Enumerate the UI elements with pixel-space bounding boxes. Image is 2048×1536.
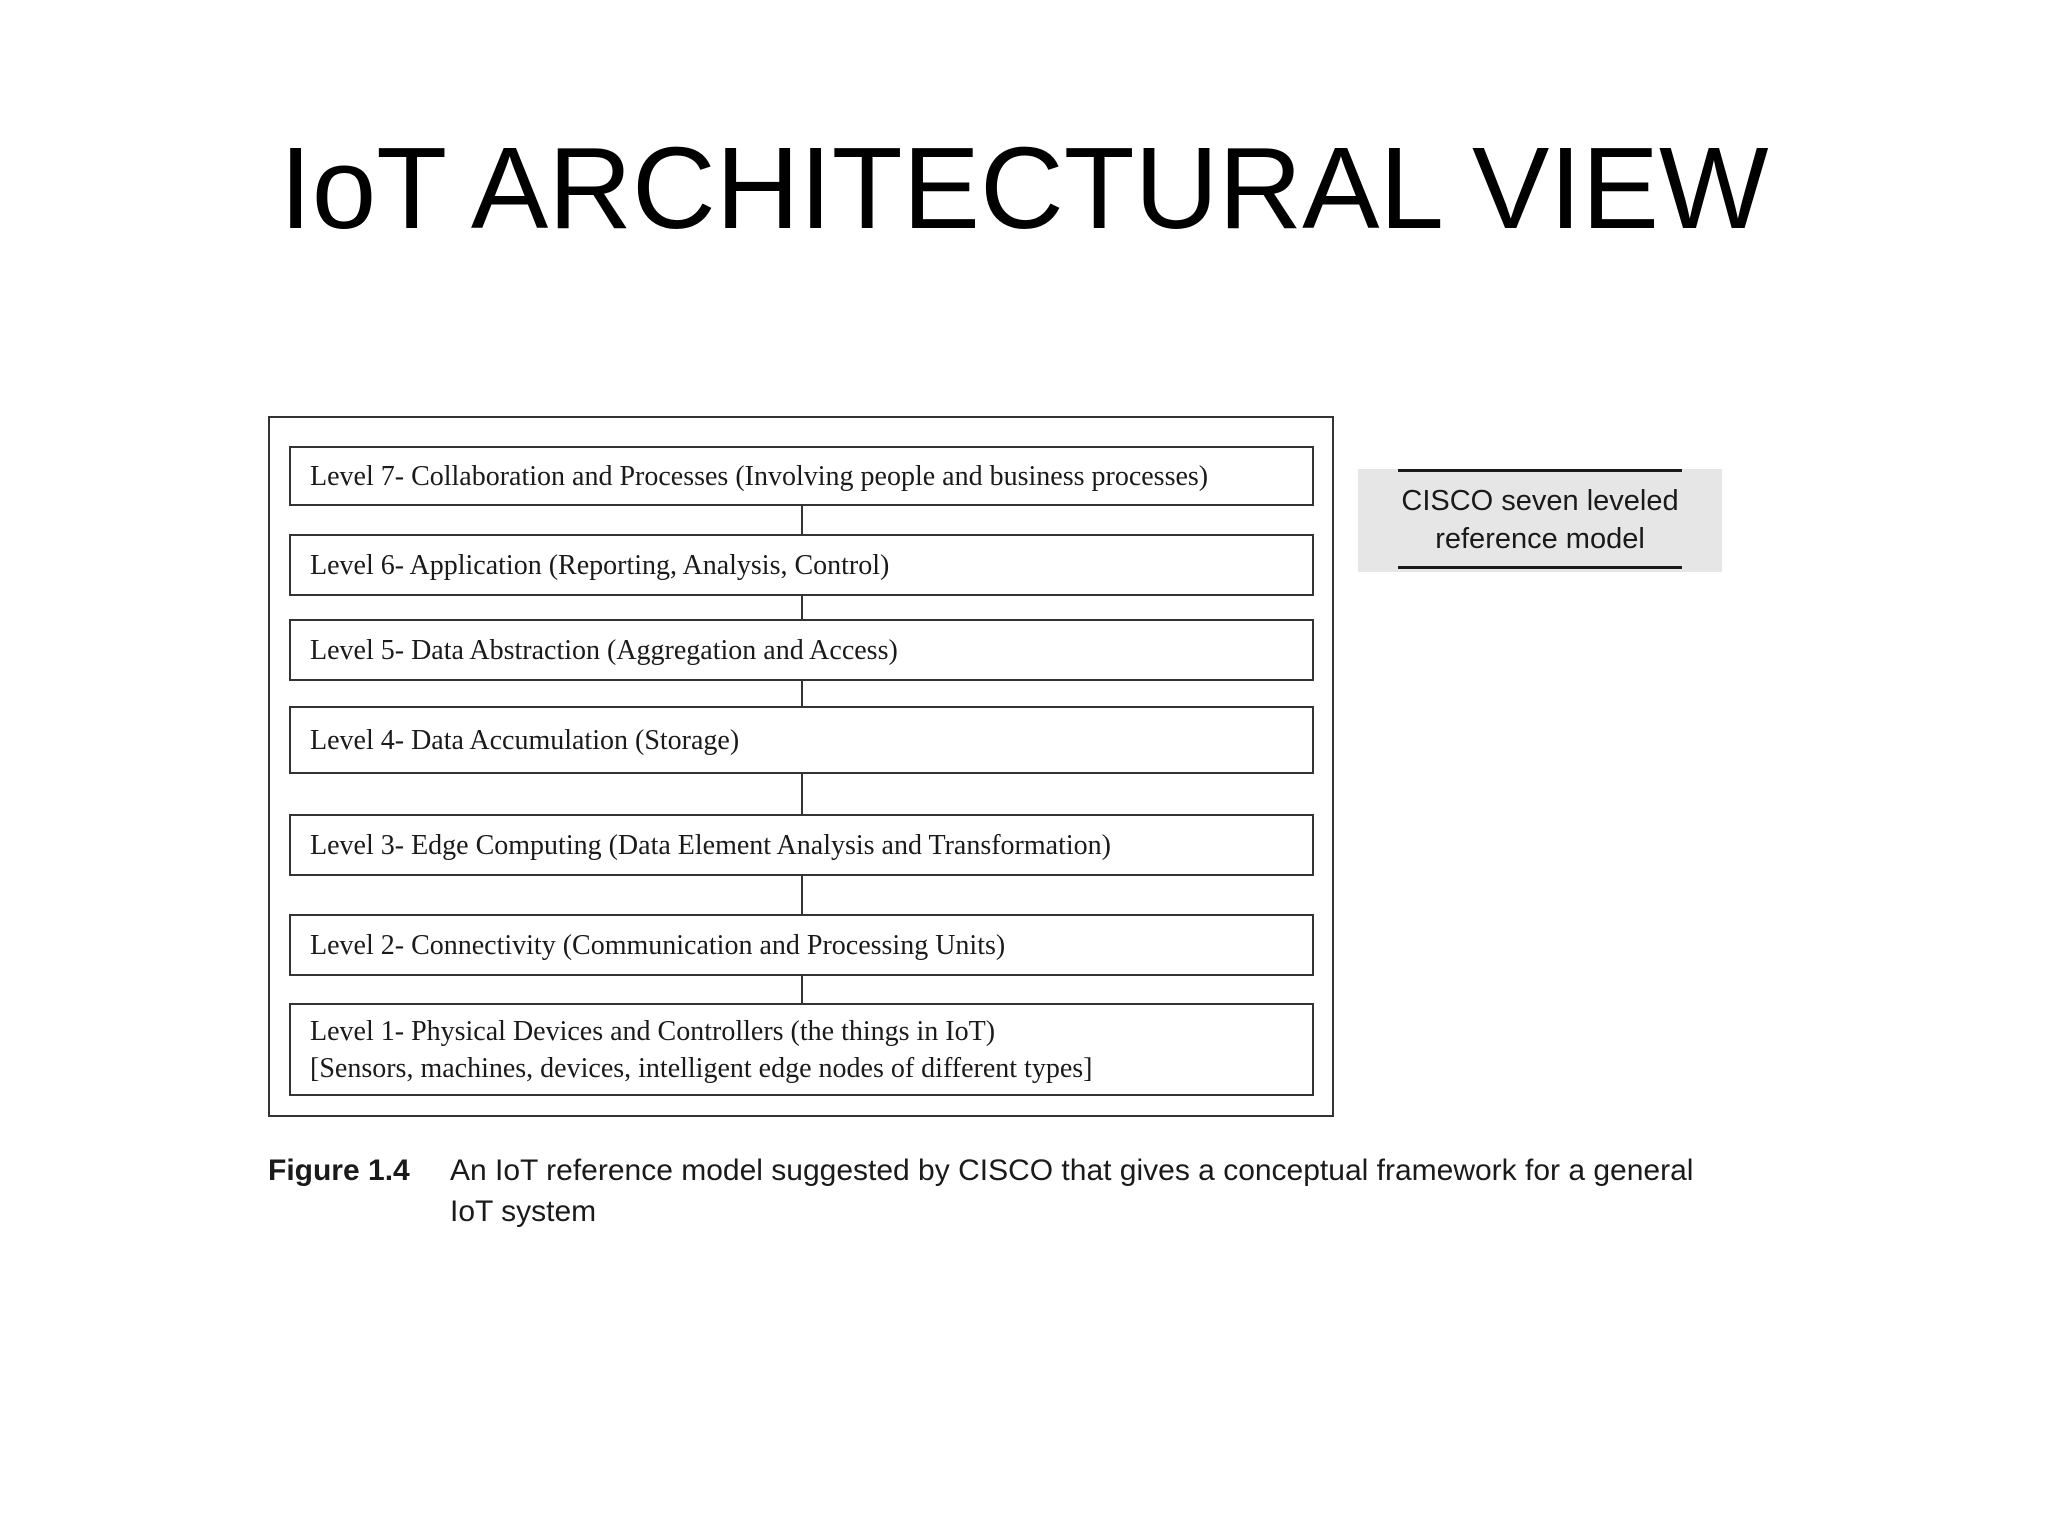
level-7-label: Level 7- Collaboration and Processes (Involving people and business processes)	[310, 460, 1209, 492]
model-label-line2: reference model	[1435, 523, 1645, 555]
connector-6-5	[801, 594, 803, 621]
level-3-label: Level 3- Edge Computing (Data Element Analysis and Transformation)	[310, 829, 1111, 861]
level-1-sublabel: [Sensors, machines, devices, intelligent edge nodes of different types]	[310, 1052, 1093, 1084]
connector-3-2	[801, 874, 803, 916]
level-6-box	[289, 534, 1314, 596]
connector-5-4	[801, 679, 803, 708]
level-1-box	[289, 1003, 1314, 1096]
caption-label: Figure 1.4	[268, 1154, 410, 1187]
level-7-box	[289, 446, 1314, 506]
caption-text: An IoT reference model suggested by CISCO that gives a conceptual framework for a general IoT system	[450, 1154, 1694, 1228]
slide-title: IoT ARCHITECTURAL VIEW	[279, 123, 1769, 253]
level-4-box	[289, 706, 1314, 774]
model-label-bottom-rule	[1398, 566, 1682, 569]
level-2-label: Level 2- Connectivity (Communication and Processing Units)	[310, 929, 1006, 961]
level-2-box	[289, 914, 1314, 976]
connector-7-6	[801, 504, 803, 536]
level-3-box	[289, 814, 1314, 876]
level-5-label: Level 5- Data Abstraction (Aggregation and Access)	[310, 634, 898, 666]
level-1-label: Level 1- Physical Devices and Controllers (the things in IoT)	[310, 1015, 996, 1047]
level-4-label: Level 4- Data Accumulation (Storage)	[310, 724, 740, 756]
level-5-box	[289, 619, 1314, 681]
connector-4-3	[801, 772, 803, 816]
level-6-label: Level 6- Application (Reporting, Analysis, Control)	[310, 549, 890, 581]
connector-2-1	[801, 974, 803, 1005]
model-label-top-rule	[1398, 469, 1682, 472]
model-label-line1: CISCO seven leveled	[1401, 485, 1679, 517]
model-label-box	[1358, 469, 1722, 572]
